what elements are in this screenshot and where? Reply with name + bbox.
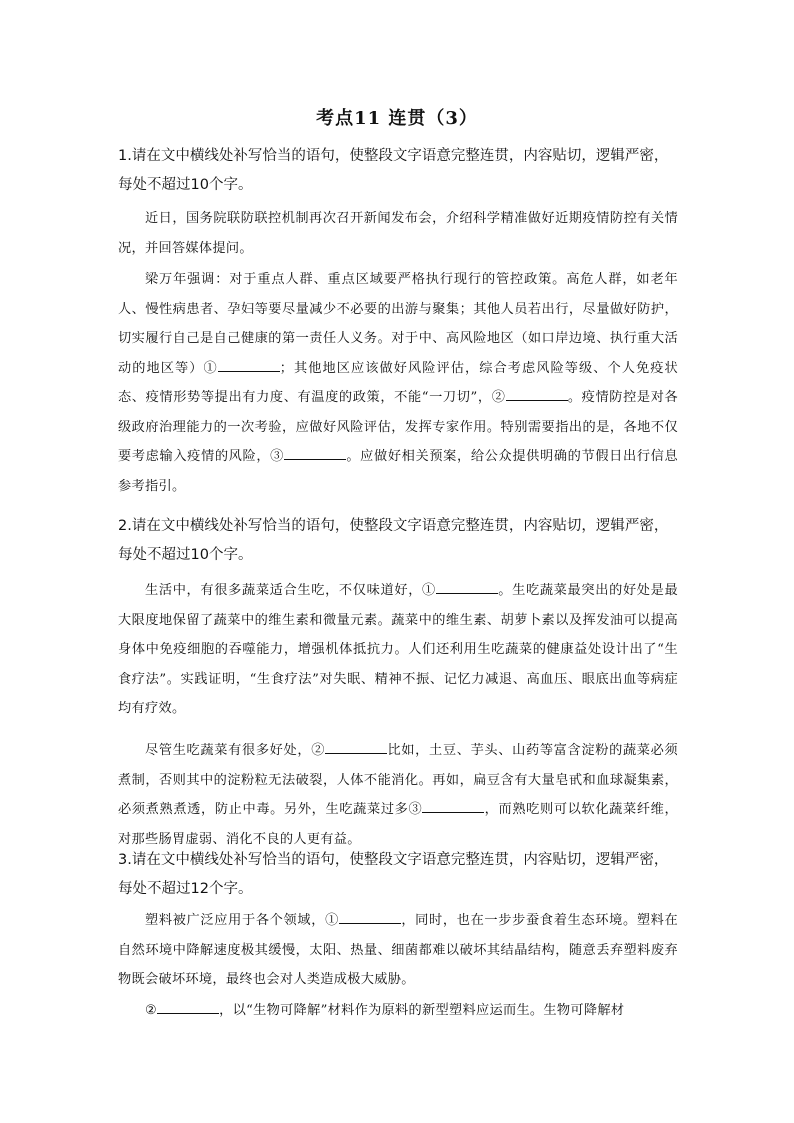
q1-paragraph-2 (118, 265, 678, 501)
q1-p2-text-c: 。疫情防控是对各级政府治理能力的一次考验，应做好风险评估，发挥专家作用。特别需要指出的是，各地不仅要考虑输入疫情的风险，③ (118, 390, 678, 464)
page-title: 考点11 连贯（3） (316, 108, 478, 129)
q3-p2-text-a: ② (145, 1003, 158, 1018)
answer-blank-2[interactable] (157, 999, 219, 1014)
q1-p2-text-b: ；其他地区应该做好风险评估，综合考虑风险等级、个人免疫状态、疫情形势等提出有力度、有温度的政策，不能“一刀切”，② (118, 360, 678, 405)
q2-p1-text-b: 。生吃蔬菜最突出的好处是最大限度地保留了蔬菜中的维生素和微量元素。蔬菜中的维生素、胡萝卜素以及挥发油可以提高身体中免疫细胞的吞噬能力，增强机体抵抗力。人们还利用生吃蔬菜的健康益处设计出了“生食疗法”。实践证明，“生食疗法”对失眠、精神不振、记忆力减退、高血压、眼底出血等病症均有疗效。 (118, 583, 678, 716)
question-3-prompt: 3.请在文中横线处补写恰当的语句，使整段文字语意完整连贯，内容贴切，逻辑严密，每处不超过12个字。 (118, 852, 669, 897)
q2-paragraph-1 (118, 576, 678, 724)
q2-p2-text-c: ，而熟吃则可以软化蔬菜纤维，对那些肠胃虚弱、消化不良的人更有益。 (118, 802, 678, 847)
answer-blank-3[interactable] (422, 798, 484, 813)
answer-blank-2[interactable] (325, 739, 387, 754)
q2-p2-text-a: 尽管生吃蔬菜有很多好处，② (145, 743, 326, 758)
answer-blank-2[interactable] (506, 386, 568, 401)
question-1-prompt: 1.请在文中横线处补写恰当的语句，使整段文字语意完整连贯，内容贴切，逻辑严密，每处不超过10个字。 (118, 148, 669, 193)
q1-paragraph-1 (118, 204, 678, 263)
answer-blank-3[interactable] (284, 445, 346, 460)
q2-p1-text-a: 生活中，有很多蔬菜适合生吃，不仅味道好，① (145, 583, 436, 598)
answer-blank-1[interactable] (339, 909, 401, 924)
q1-p2-text-a: 梁万年强调：对于重点人群、重点区域要严格执行现行的管控政策。高危人群，如老年人、慢性病患者、孕妇等要尽量减少不必要的出游与聚集；其他人员若出行，尽量做好防护，切实履行自己是自己健康的第一责任人义务。对于中、高风险地区（如口岸边境、执行重大活动的地区等）① (118, 272, 678, 376)
q3-paragraph-2 (118, 996, 678, 1026)
answer-blank-1[interactable] (218, 357, 280, 372)
answer-blank-1[interactable] (436, 579, 498, 594)
q3-p2-text-b: ，以“生物可降解”材料作为原料的新型塑料应运而生。生物可降解材 (219, 1003, 625, 1018)
q3-p1-text-a: 塑料被广泛应用于各个领域，① (145, 913, 339, 928)
q1-p2-text-d: 。应做好相关预案，给公众提供明确的节假日出行信息参考指引。 (118, 449, 678, 494)
q2-paragraph-2 (118, 736, 678, 854)
q2-p2-text-b: 比如，土豆、芋头、山药等富含淀粉的蔬菜必须煮制，否则其中的淀粉粒无法破裂，人体不能消化。再如，扁豆含有大量皂甙和血球凝集素，必须煮熟煮透，防止中毒。另外，生吃蔬菜过多③ (118, 743, 678, 817)
q1-p1-text: 近日，国务院联防联控机制再次召开新闻发布会，介绍科学精准做好近期疫情防控有关情况，并回答媒体提问。 (118, 211, 678, 256)
q3-paragraph-1 (118, 906, 678, 995)
question-2-prompt: 2.请在文中横线处补写恰当的语句，使整段文字语意完整连贯，内容贴切，逻辑严密，每处不超过10个字。 (118, 518, 669, 563)
q3-p1-text-b: ，同时，也在一步步蚕食着生态环境。塑料在自然环境中降解速度极其缓慢，太阳、热量、细菌都难以破坏其结晶结构，随意丢弃塑料废弃物既会破坏环境，最终也会对人类造成极大威胁。 (118, 913, 679, 987)
